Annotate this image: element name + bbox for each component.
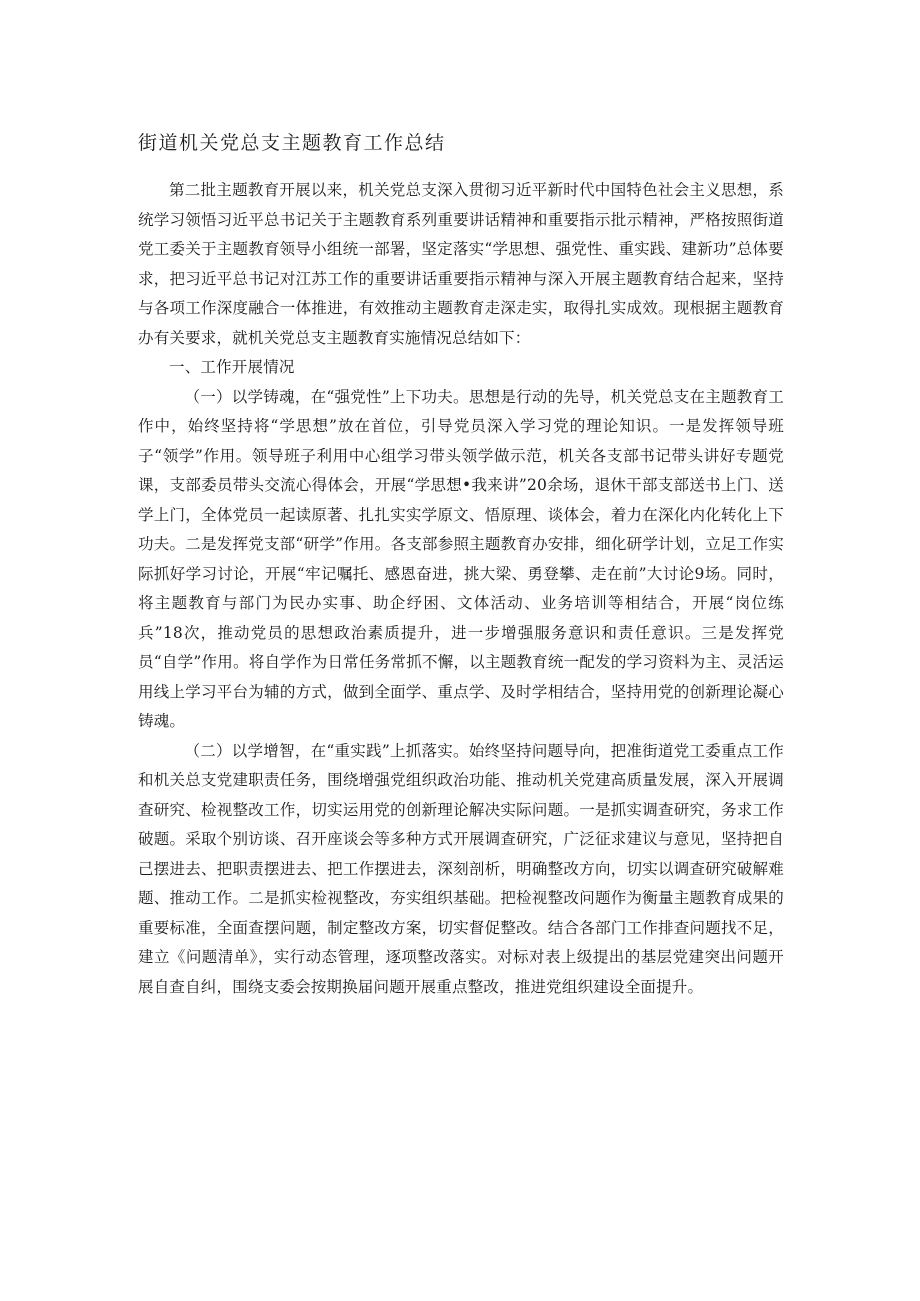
intro-paragraph: 第二批主题教育开展以来，机关党总支深入贯彻习近平新时代中国特色社会主义思想，系统学习领悟习近平总书记关于主题教育系列重要讲话精神和重要指示批示精神，严格按照街道党工委关于主题教育领导小组统一部署，坚定落实“学思想、强党性、重实践、建新功”总体要求，把习近平总书记对江苏工作的重要讲话重要指示精神与深入开展主题教育结合起来，坚持与各项工作深度融合一体推进，有效推动主题教育走深走实，取得扎实成效。现根据主题教育办有关要求，就机关党总支主题教育实施情况总结如下： [138, 181, 784, 347]
document-body [138, 176, 784, 1002]
document-title: 街道机关党总支主题教育工作总结 [138, 132, 446, 154]
subsection-paragraph-2: （二）以学增智，在“重实践”上抓落实。始终坚持问题导向，把准街道党工委重点工作和机关总支党建职责任务，围绕增强党组织政治功能、推动机关党建高质量发展，深入开展调查研究、检视整改工作，切实运用党的创新理论解决实际问题。一是抓实调查研究，务求工作破题。采取个别访谈、召开座谈会等多种方式开展调查研究，广泛征求建议与意见，坚持把自己摆进去、把职责摆进去、把工作摆进去，深刻剖析，明确整改方向，切实以调查研究破解难题、推动工作。二是抓实检视整改，夯实组织基础。把检视整改问题作为衡量主题教育成果的重要标准，全面查摆问题，制定整改方案，切实督促整改。结合各部门工作排查问题找不足，建立《问题清单》，实行动态管理，逐项整改落实。对标对表上级提出的基层党建突出问题开展自查自纠，围绕支委会按期换届问题开展重点整改，推进党组织建设全面提升。 [138, 741, 784, 996]
section-heading-work-status: 一、工作开展情况 [169, 358, 295, 376]
subsection-paragraph-1: （一）以学铸魂，在“强党性”上下功夫。思想是行动的先导，机关党总支在主题教育工作中，始终坚持将“学思想”放在首位，引导党员深入学习党的理论知识。一是发挥领导班子“领学”作用。领导班子利用中心组学习带头领学做示范，机关各支部书记带头讲好专题党课，支部委员带头交流心得体会，开展“学思想•我来讲”20余场，退休干部支部送书上门、送学上门，全体党员一起读原著、扎扎实实学原文、悟原理、谈体会，着力在深化内化转化上下功夫。二是发挥党支部“研学”作用。各支部参照主题教育办安排，细化研学计划，立足工作实际抓好学习讨论，开展“牢记嘱托、感恩奋进，挑大梁、勇登攀、走在前”大讨论9场。同时，将主题教育与部门为民办实事、助企纾困、文体活动、业务培训等相结合，开展“岗位练兵”18次，推动党员的思想政治素质提升，进一步增强服务意识和责任意识。三是发挥党员“自学”作用。将自学作为日常任务常抓不懈，以主题教育统一配发的学习资料为主、灵活运用线上学习平台为辅的方式，做到全面学、重点学、及时学相结合，坚持用党的创新理论凝心铸魂。 [138, 387, 784, 730]
